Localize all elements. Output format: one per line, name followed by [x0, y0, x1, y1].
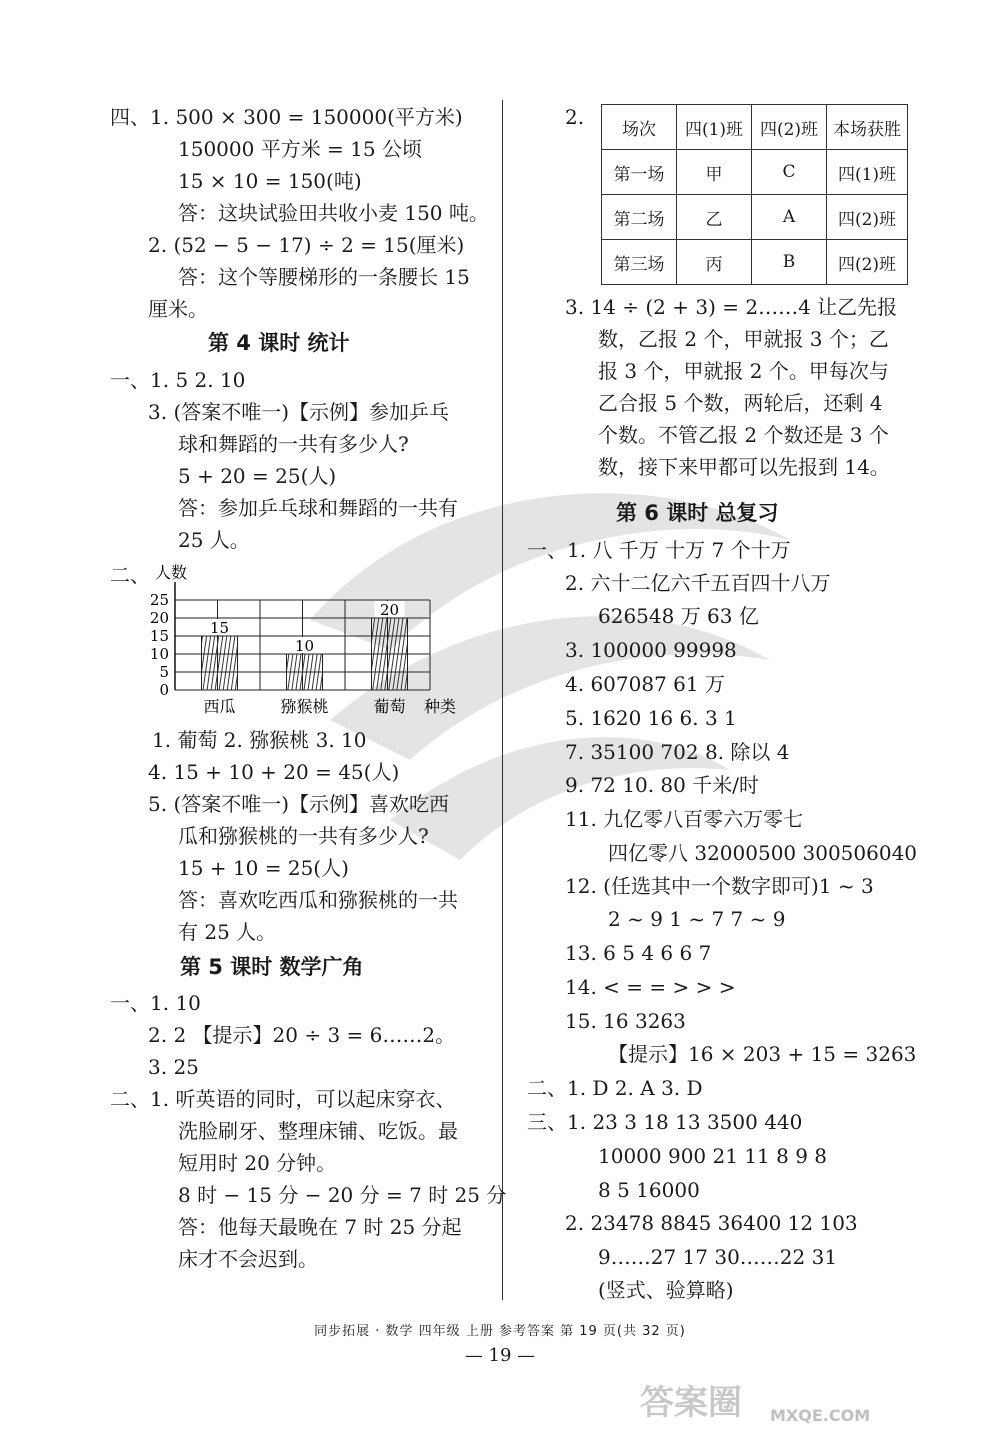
answer-line: 四亿零八 32000500 300506040	[608, 841, 918, 865]
answer-line: 5. 1620 16 6. 3 1	[565, 706, 737, 730]
bar	[287, 654, 323, 690]
answer-line: 7. 35100 702 8. 除以 4	[565, 740, 790, 764]
table-cell: 乙	[677, 195, 752, 240]
y-tick-label: 25	[149, 591, 169, 609]
answer-line: 11. 九亿零八百零六万零七	[565, 807, 804, 831]
table-row	[602, 195, 908, 240]
watermark-url: MXQE.COM	[770, 1406, 871, 1425]
answer-line: 3. (答案不唯一)【示例】参加乒乓	[148, 400, 450, 424]
answer-line: 四、1. 500 × 300 = 150000(平方米)	[110, 105, 463, 129]
answer-line: 3. 100000 99998	[565, 638, 737, 662]
answer-line: 个数。不管乙报 2 个数还是 3 个	[598, 423, 889, 447]
answer-line: 二、1. D 2. A 3. D	[527, 1076, 703, 1100]
answer-line: 4. 607087 61 万	[565, 672, 725, 696]
section-heading: 第 5 课时 数学广角	[180, 955, 364, 979]
answer-line: 9……27 17 30……22 31	[598, 1245, 838, 1269]
answer-line: 150000 平方米 = 15 公顷	[178, 137, 422, 161]
answer-line: 2. 六十二亿六千五百四十八万	[565, 571, 831, 595]
answer-line: 二、	[110, 563, 150, 587]
answer-line: 8 5 16000	[598, 1178, 700, 1202]
answer-line: 有 25 人。	[178, 920, 277, 944]
table-cell: 第二场	[602, 195, 677, 240]
answer-line: 1. 葡萄 2. 猕猴桃 3. 10	[152, 728, 367, 752]
answer-line: 2. 23478 8845 36400 12 103	[565, 1211, 858, 1235]
answer-line: 3. 14 ÷ (2 + 3) = 2……4 让乙先报	[565, 295, 898, 319]
x-tick-label: 西瓜	[203, 697, 236, 716]
table-cell: 四(2)班	[752, 105, 827, 150]
table-cell: 丙	[677, 240, 752, 285]
y-tick-label: 10	[149, 645, 169, 663]
table-cell: 本场获胜	[827, 105, 908, 150]
table-cell: C	[752, 150, 827, 195]
section-heading: 第 4 课时 统计	[208, 331, 350, 355]
page-number: — 19 —	[464, 1345, 536, 1366]
answer-line: 10000 900 21 11 8 9 8	[598, 1144, 828, 1168]
bar-chart	[120, 555, 460, 720]
table-cell: A	[752, 195, 827, 240]
answer-line: 2. 2 【提示】20 ÷ 3 = 6……2。	[148, 1023, 456, 1047]
table-cell: B	[752, 240, 827, 285]
bar	[372, 618, 408, 690]
answer-line: 瓜和猕猴桃的一共有多少人?	[178, 824, 429, 848]
table-cell: 四(1)班	[677, 105, 752, 150]
bar-value-label: 20	[379, 601, 400, 619]
answer-line: 4. 15 + 10 + 20 = 45(人)	[148, 760, 400, 784]
answer-line: 626548 万 63 亿	[598, 604, 759, 628]
y-tick-label: 15	[149, 627, 169, 645]
answer-line: 14. < = = > > >	[565, 975, 736, 999]
page-footer: 同步拓展 · 数学 四年级 上册 参考答案 第 19 页(共 32 页)	[314, 1324, 686, 1339]
x-tick-label: 猕猴桃	[280, 697, 329, 716]
table-cell: 四(1)班	[827, 150, 908, 195]
table-cell: 四(2)班	[827, 195, 908, 240]
answer-line: 报 3 个，甲就报 2 个。甲每次与	[598, 359, 889, 383]
answer-line: 13. 6 5 4 6 6 7	[565, 941, 712, 965]
answer-line: 【提示】16 × 203 + 15 = 3263	[608, 1042, 917, 1066]
table-row	[602, 240, 908, 285]
answer-line: 三、1. 23 3 18 13 3500 440	[527, 1110, 803, 1134]
answer-line: 一、1. 10	[110, 991, 201, 1015]
answer-line: 12. (任选其中一个数字即可)1 ~ 3	[565, 874, 874, 898]
answer-line: 3. 25	[148, 1055, 199, 1079]
answer-line: 2 ~ 9 1 ~ 7 7 ~ 9	[608, 907, 786, 931]
y-tick-label: 0	[159, 681, 169, 699]
answer-line: 2. (52 − 5 − 17) ÷ 2 = 15(厘米)	[148, 233, 465, 257]
answer-line: 球和舞蹈的一共有多少人?	[178, 432, 409, 456]
section-heading: 第 6 课时 总复习	[616, 501, 779, 525]
answer-line: 15 × 10 = 150(吨)	[178, 169, 362, 193]
x-tick-label: 葡萄	[373, 697, 406, 716]
answer-line: 床才不会迟到。	[178, 1247, 318, 1271]
y-axis-label: 人数	[155, 563, 188, 582]
table-cell: 四(2)班	[827, 240, 908, 285]
answer-line: 5 + 20 = 25(人)	[178, 464, 337, 488]
answer-line: 洗脸刷牙、整理床铺、吃饭。最	[178, 1119, 458, 1143]
y-tick-label: 5	[159, 663, 169, 681]
answer-line: 厘米。	[148, 297, 208, 321]
table-header-row	[602, 105, 908, 150]
y-tick-label: 20	[149, 609, 169, 627]
answer-line: 短用时 20 分钟。	[178, 1151, 337, 1175]
table-cell: 甲	[677, 150, 752, 195]
answer-line: 答：这块试验田共收小麦 150 吨。	[178, 201, 489, 225]
bar	[202, 636, 238, 690]
answer-line: 5. (答案不唯一)【示例】喜欢吃西	[148, 792, 450, 816]
table-cell: 第三场	[602, 240, 677, 285]
answer-line: (竖式、验算略)	[598, 1278, 734, 1302]
answer-line: 15 + 10 = 25(人)	[178, 856, 349, 880]
table-cell: 场次	[602, 105, 677, 150]
x-axis-label: 种类	[423, 697, 457, 716]
answer-line: 答：这个等腰梯形的一条腰长 15	[178, 265, 470, 289]
answer-line: 一、1. 5 2. 10	[110, 368, 246, 392]
answer-line: 数，接下来甲都可以先报到 14。	[598, 455, 890, 479]
answer-line: 答：他每天最晚在 7 时 25 分起	[178, 1215, 462, 1239]
answer-line: 答：参加乒乓球和舞蹈的一共有	[178, 496, 458, 520]
bar-value-label: 15	[209, 619, 230, 637]
answer-line: 8 时 − 15 分 − 20 分 = 7 时 25 分	[178, 1183, 507, 1207]
table-cell: 第一场	[602, 150, 677, 195]
answer-line: 2.	[565, 105, 585, 129]
bar-value-label: 10	[294, 637, 315, 655]
watermark-brand: 答案圈	[640, 1383, 742, 1423]
answer-line: 9. 72 10. 80 千米/时	[565, 773, 759, 797]
answer-line: 答：喜欢吃西瓜和猕猴桃的一共	[178, 888, 458, 912]
answer-line: 15. 16 3263	[565, 1009, 686, 1033]
answer-line: 25 人。	[178, 528, 250, 552]
table-row	[602, 150, 908, 195]
answer-line: 一、1. 八 千万 十万 7 个十万	[527, 538, 791, 562]
answer-line: 二、1. 听英语的同时，可以起床穿衣、	[110, 1087, 456, 1111]
answer-line: 数，乙报 2 个，甲就报 3 个；乙	[598, 327, 889, 351]
answer-line: 乙合报 5 个数，两轮后，还剩 4	[598, 391, 883, 415]
game-result-table	[601, 104, 908, 285]
